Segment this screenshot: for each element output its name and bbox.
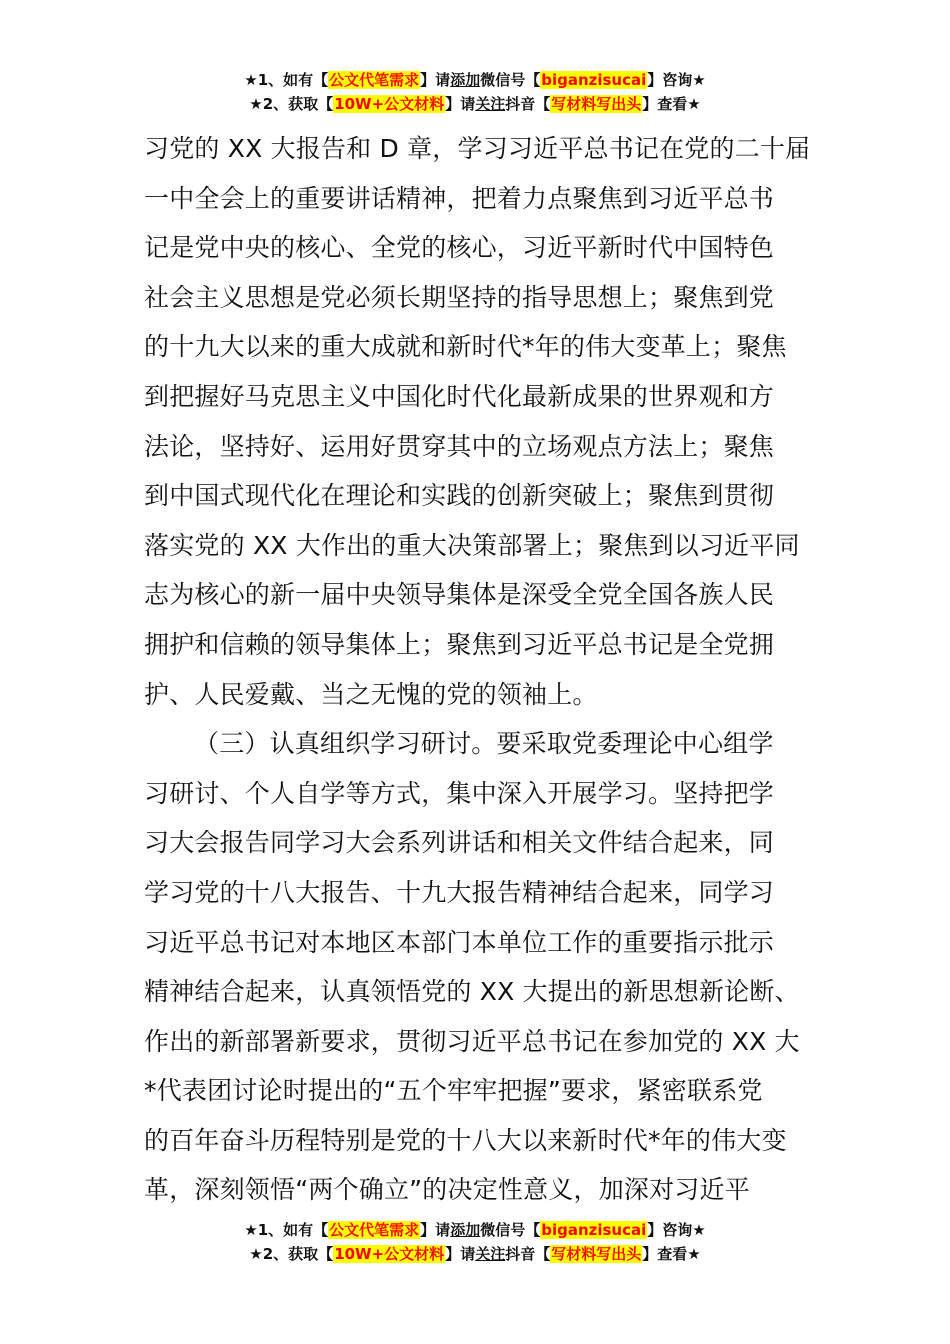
banner-line-2: ★2、获取【10W+公文材料】请关注抖音【写材料写出头】查看★ xyxy=(249,1245,701,1263)
body-line: 习大会报告同学习大会系列讲话和相关文件结合起来，同 xyxy=(144,828,775,858)
highlight-service: 公文代笔需求 xyxy=(329,71,420,89)
body-line: 志为核心的新一届中央领导集体是深受全党全国各族人民 xyxy=(144,580,775,610)
body-line: 拥护和信赖的领导集体上；聚焦到习近平总书记是全党拥 xyxy=(144,629,775,659)
highlight-wechat-id: biganzisucai xyxy=(541,71,647,89)
body-line: 到中国式现代化在理论和实践的创新突破上；聚焦到贯彻 xyxy=(144,481,775,511)
body-line: 习党的 XX 大报告和 D 章，学习习近平总书记在党的二十届 xyxy=(144,134,811,163)
body-line: 法论，坚持好、运用好贯穿其中的立场观点方法上；聚焦 xyxy=(144,431,775,461)
body-line: 记是党中央的核心、全党的核心，习近平新时代中国特色 xyxy=(144,233,775,263)
body-line: 社会主义思想是党必须长期坚持的指导思想上；聚焦到党 xyxy=(144,282,775,312)
highlight-service: 公文代笔需求 xyxy=(329,1221,420,1239)
document-body xyxy=(144,124,810,1215)
body-line: 习近平总书记对本地区本部门本单位工作的重要指示批示 xyxy=(144,927,775,957)
banner-line-1: ★1、如有【公文代笔需求】请添加微信号【biganzisucai】咨询★ xyxy=(244,1221,706,1239)
highlight-douyin: 写材料写出头 xyxy=(551,1245,642,1263)
body-line: 到把握好马克思主义中国化时代化最新成果的世界观和方 xyxy=(144,381,775,411)
highlight-materials: 10W+公文材料 xyxy=(334,1245,445,1263)
body-line: 作出的新部署新要求，贯彻习近平总书记在参加党的 XX 大 xyxy=(144,1026,800,1056)
banner-line-2: ★2、获取【10W+公文材料】请关注抖音【写材料写出头】查看★ xyxy=(249,95,701,113)
body-line: 的十九大以来的重大成就和新时代*年的伟大变革上；聚焦 xyxy=(144,332,787,362)
body-line: 精神结合起来，认真领悟党的 XX 大提出的新思想新论断、 xyxy=(144,977,800,1007)
section-heading-line: （三）认真组织学习研讨。要采取党委理论中心组学 xyxy=(194,729,774,759)
body-line: 一中全会上的重要讲话精神，把着力点聚焦到习近平总书 xyxy=(144,183,775,213)
highlight-douyin: 写材料写出头 xyxy=(551,95,642,113)
footer-banner xyxy=(0,1218,950,1266)
body-line: *代表团讨论时提出的“五个牢牢把握”要求，紧密联系党 xyxy=(144,1076,763,1106)
banner-line-1: ★1、如有【公文代笔需求】请添加微信号【biganzisucai】咨询★ xyxy=(244,71,706,89)
body-line: 护、人民爱戴、当之无愧的党的领袖上。 xyxy=(144,679,598,709)
body-line: 学习党的十八大报告、十九大报告精神结合起来，同学习 xyxy=(144,877,775,907)
highlight-wechat-id: biganzisucai xyxy=(541,1221,647,1239)
header-banner xyxy=(0,68,950,116)
body-line: 的百年奋斗历程特别是党的十八大以来新时代*年的伟大变 xyxy=(144,1125,787,1155)
body-line: 落实党的 XX 大作出的重大决策部署上；聚焦到以习近平同 xyxy=(144,530,800,560)
body-line: 革，深刻领悟“两个确立”的决定性意义，加深对习近平 xyxy=(144,1175,750,1205)
body-line: 习研讨、个人自学等方式，集中深入开展学习。坚持把学 xyxy=(144,778,775,808)
highlight-materials: 10W+公文材料 xyxy=(334,95,445,113)
